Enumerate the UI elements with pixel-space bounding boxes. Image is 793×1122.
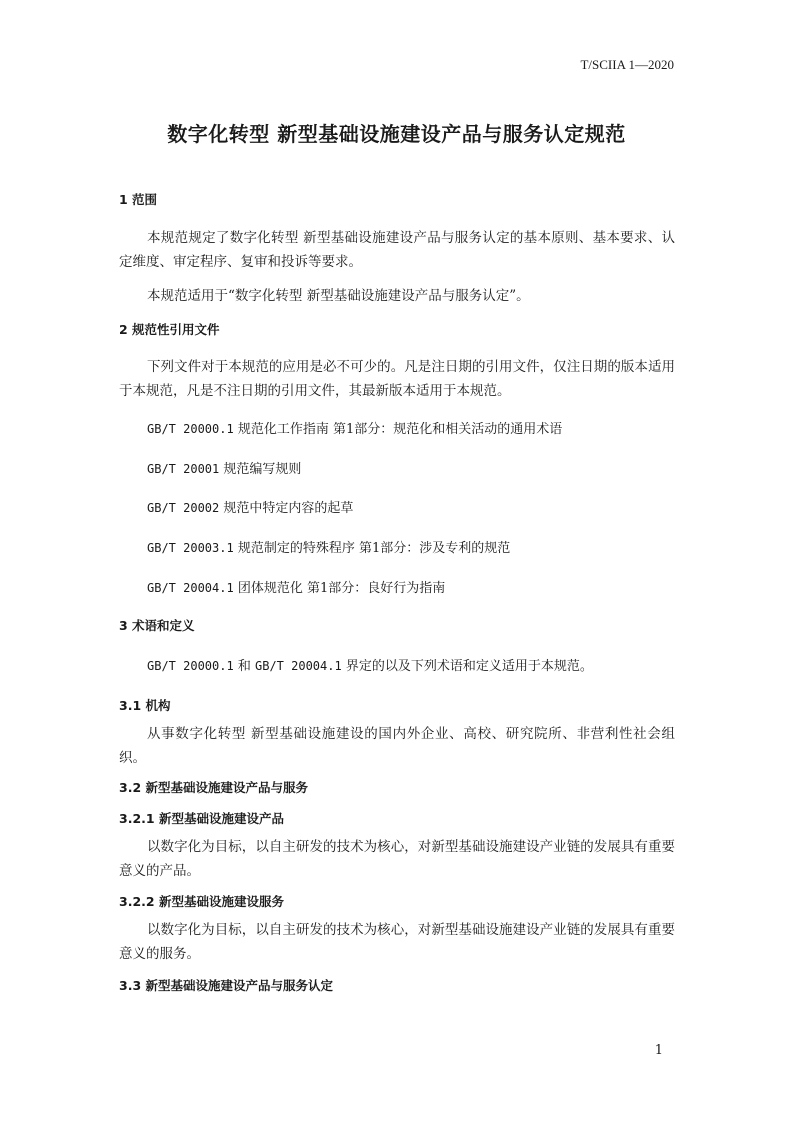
term-3-2-1-definition: 以数字化为目标，以自主研发的技术为核心，对新型基础设施建设产业链的发展具有重要意义的产品。 <box>119 839 675 879</box>
section-2-intro: 下列文件对于本规范的应用是必不可少的。凡是注日期的引用文件，仅注日期的版本适用于本规范，凡是不注日期的引用文件，其最新版本适用于本规范。 <box>119 359 675 399</box>
page-number: 1 <box>654 1043 663 1058</box>
section-3-heading: 3 术语和定义 <box>119 618 195 633</box>
reference-code: GB/T 20000.1 <box>147 659 234 673</box>
reference-code: GB/T 20003.1 <box>147 541 234 555</box>
reference-title: 规范化工作指南 第1部分：规范化和相关活动的通用术语 <box>237 422 563 437</box>
section-1-heading: 1 范围 <box>119 192 158 207</box>
reference-title: 规范编写规则 <box>223 462 302 477</box>
section-1-paragraph-2: 本规范适用于“数字化转型 新型基础设施建设产品与服务认定”。 <box>147 288 530 304</box>
section-3-intro <box>147 655 593 674</box>
section-1-paragraph-1: 本规范规定了数字化转型 新型基础设施建设产品与服务认定的基本原则、基本要求、认定维度、审定程序、复审和投诉等要求。 <box>119 230 675 270</box>
reference-item <box>147 537 510 556</box>
reference-code: GB/T 20002 <box>147 501 220 515</box>
reference-item <box>147 497 353 516</box>
reference-item <box>147 418 562 437</box>
term-3-2-1-heading: 3.2.1 新型基础设施建设产品 <box>119 811 284 826</box>
reference-code: GB/T 20004.1 <box>255 659 342 673</box>
document-title: 数字化转型 新型基础设施建设产品与服务认定规范 <box>167 122 626 146</box>
intro-conjunction: 和 <box>237 659 251 674</box>
reference-title: 团体规范化 第1部分：良好行为指南 <box>237 581 446 596</box>
term-3-2-2-definition: 以数字化为目标，以自主研发的技术为核心，对新型基础设施建设产业链的发展具有重要意义的服务。 <box>119 922 675 962</box>
reference-code: GB/T 20001 <box>147 462 220 476</box>
reference-title: 规范制定的特殊程序 第1部分：涉及专利的规范 <box>237 541 511 556</box>
term-3-1-definition: 从事数字化转型 新型基础设施建设的国内外企业、高校、研究院所、非营利性社会组织。 <box>119 726 675 766</box>
section-2-heading: 2 规范性引用文件 <box>119 322 220 337</box>
term-3-3-heading: 3.3 新型基础设施建设产品与服务认定 <box>119 978 333 993</box>
document-number: T/SCIIA 1—2020 <box>580 57 674 72</box>
reference-code: GB/T 20000.1 <box>147 422 234 436</box>
term-3-1-heading: 3.1 机构 <box>119 698 171 713</box>
reference-code: GB/T 20004.1 <box>147 581 234 595</box>
reference-title: 规范中特定内容的起草 <box>223 501 354 516</box>
term-3-2-2-heading: 3.2.2 新型基础设施建设服务 <box>119 894 284 909</box>
term-3-2-heading: 3.2 新型基础设施建设产品与服务 <box>119 780 308 795</box>
reference-item <box>147 458 301 477</box>
reference-item <box>147 577 445 596</box>
intro-text: 界定的以及下列术语和定义适用于本规范。 <box>345 659 593 674</box>
